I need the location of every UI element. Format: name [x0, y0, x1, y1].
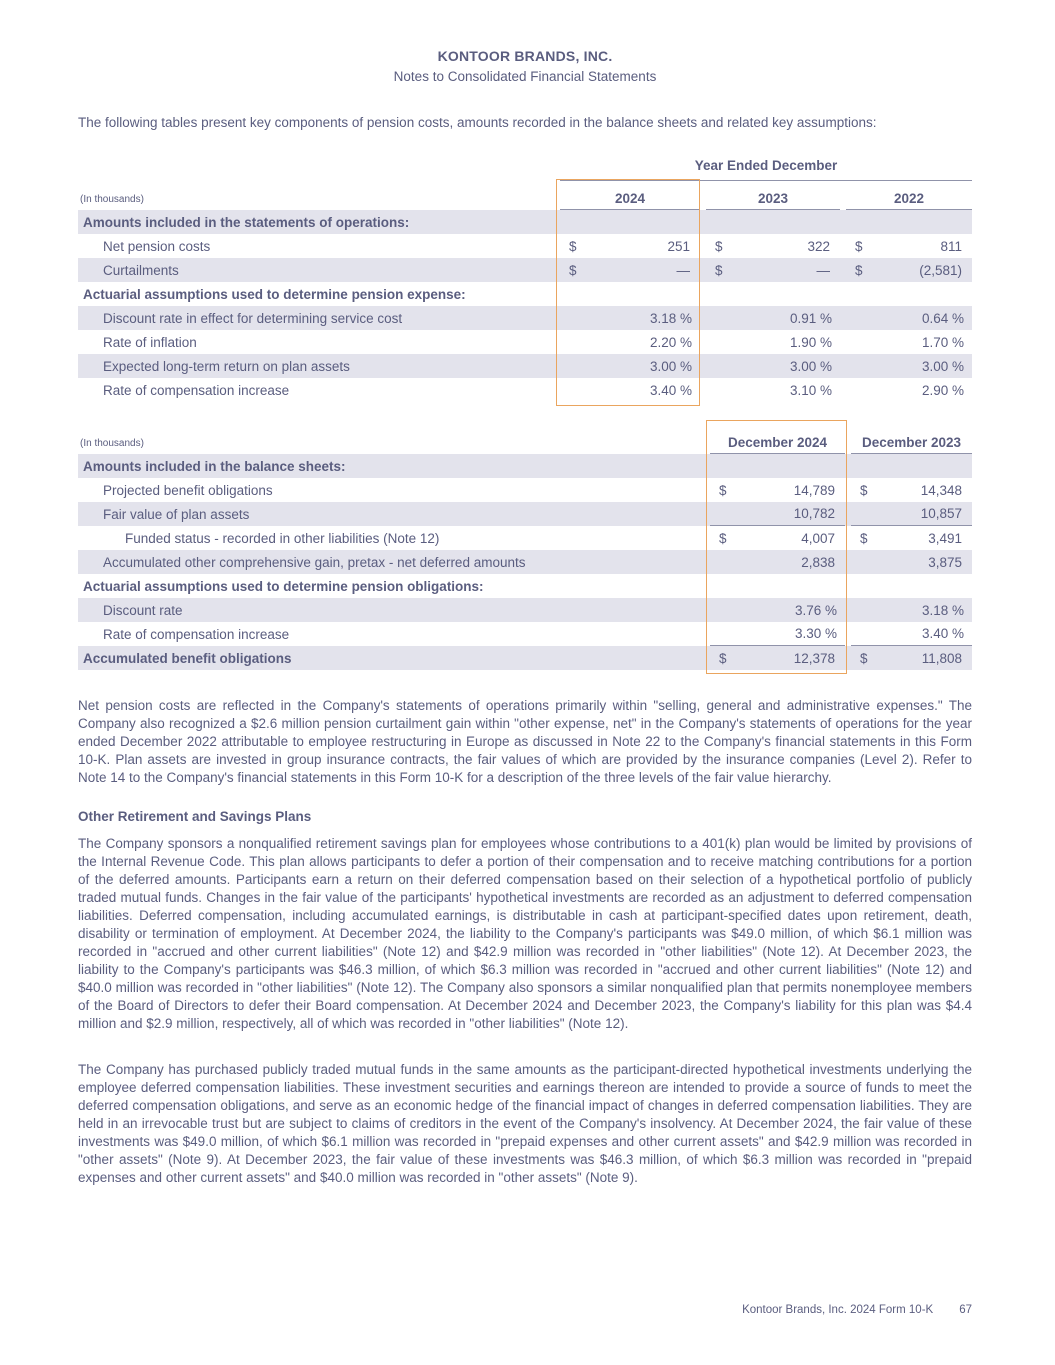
cell-value: —: [816, 262, 830, 278]
dollar-sign: $: [860, 482, 868, 498]
column-header-2022: 2022: [846, 191, 972, 210]
cell-value: 3.10 %: [789, 382, 832, 398]
page-number: 67: [959, 1304, 972, 1316]
cell-value: 1.90 %: [789, 334, 832, 350]
value-cell: [846, 210, 972, 234]
dollar-sign: $: [715, 262, 723, 278]
value-cell: [846, 306, 972, 330]
body-paragraph-3: The Company has purchased publicly traded mutual funds in the same amounts as the participant-directed hypothetical investments underlying the employee deferred compensation liabilities. These investment securities and earnings thereon are intended to provide a source of funds to meet the deferred compensation obligations, and serve as an economic hedge of the financial impact of changes in deferred compensation liabilities. They are held in an irrevocable trust but are subject to claims of creditors in the event of the Company's insolvency. At December 2024, the fair value of these investments was $49.0 million, of which $6.1 million was recorded in "prepaid expenses and other current assets" and $42.9 million was recorded in "other assets" (Note 9). At December 2023, the fair value of these investments was $46.3 million, of which $6.3 million was recorded in "prepaid expenses and other current assets" and $40.0 million was recorded in "other assets" (Note 9).: [78, 1062, 972, 1185]
intro-paragraph: The following tables present key components of pension costs, amounts recorded in the balance sheets and related key assumptions:: [78, 115, 877, 130]
value-cell: [851, 646, 972, 670]
value-cell: [710, 478, 845, 502]
dollar-sign: $: [719, 482, 727, 498]
cell-value: 811: [940, 238, 962, 254]
value-cell: [846, 378, 972, 402]
page-title: KONTOOR BRANDS, INC.: [437, 48, 613, 64]
dollar-sign: $: [569, 262, 577, 278]
row-label: Curtailments: [103, 262, 179, 278]
table-body: [78, 210, 972, 402]
table-row: [78, 550, 972, 574]
value-cell: [851, 454, 972, 478]
value-cell: [706, 210, 840, 234]
page-subtitle: Notes to Consolidated Financial Statements: [393, 69, 657, 84]
cell-value: 14,789: [793, 482, 835, 498]
section-heading: Other Retirement and Savings Plans: [78, 809, 312, 824]
row-label: Expected long-term return on plan assets: [103, 358, 350, 374]
row-label: Rate of compensation increase: [103, 626, 290, 642]
value-cell: [706, 258, 840, 282]
cell-value: 3.76 %: [794, 602, 837, 618]
value-cell: [560, 378, 700, 402]
table-row: [78, 502, 972, 526]
value-cell: [560, 306, 700, 330]
cell-value: 3.18 %: [649, 310, 692, 326]
dollar-sign: $: [719, 650, 727, 666]
value-cell: [560, 258, 700, 282]
value-cell: [846, 354, 972, 378]
value-cell: [706, 330, 840, 354]
row-label: Rate of inflation: [103, 334, 197, 350]
cell-value: 3.00 %: [649, 358, 692, 374]
value-cell: [560, 330, 700, 354]
row-label: Net pension costs: [103, 238, 211, 254]
table-row: [78, 526, 972, 550]
row-label: Fair value of plan assets: [103, 506, 250, 522]
table-row: [78, 330, 972, 354]
dollar-sign: $: [719, 530, 727, 546]
cell-value: 3.00 %: [789, 358, 832, 374]
table-row: [78, 234, 972, 258]
value-cell: [560, 282, 700, 306]
cell-value: 0.91 %: [789, 310, 832, 326]
dollar-sign: $: [855, 238, 863, 254]
table-row: [78, 454, 972, 478]
row-label: Discount rate in effect for determining service cost: [103, 310, 403, 326]
table-row: [78, 306, 972, 330]
value-cell: [710, 526, 845, 550]
value-cell: [851, 598, 972, 622]
in-thousands-label: (In thousands): [80, 438, 144, 449]
table-row: [78, 210, 972, 234]
table-row: [78, 598, 972, 622]
value-cell: [710, 646, 845, 670]
value-cell: [710, 502, 845, 526]
group-header: Year Ended December: [560, 158, 972, 181]
cell-value: 3,491: [928, 530, 962, 546]
value-cell: [706, 234, 840, 258]
cell-value: 3.00 %: [921, 358, 964, 374]
value-cell: [846, 234, 972, 258]
value-cell: [710, 550, 845, 574]
in-thousands-label: (In thousands): [80, 194, 144, 205]
table-row: [78, 282, 972, 306]
value-cell: [851, 478, 972, 502]
cell-value: 322: [807, 238, 830, 254]
row-label: Actuarial assumptions used to determine pension obligations:: [83, 578, 484, 594]
cell-value: 3.30 %: [794, 626, 837, 641]
value-cell: [710, 454, 845, 478]
row-label: Discount rate: [103, 602, 183, 618]
cell-value: (2,581): [919, 262, 962, 278]
body-paragraph-1: Net pension costs are reflected in the Company's statements of operations primarily within "selling, general and administrative expenses." The Company also recognized a $2.6 million pension curtailment gain within "other expense, net" in the Company's statements of operations for the year ended December 2022 attributable to employee restructuring in Europe as discussed in Note 22 to the Company's financial statements in this Form 10-K. Plan assets are invested in group insurance contracts, the fair values of which are provided by the insurance companies (Level 2). Refer to Note 14 to the Company's financial statements in this Form 10-K for a description of the three levels of the fair value hierarchy.: [78, 698, 972, 785]
value-cell: [560, 210, 700, 234]
value-cell: [851, 502, 972, 526]
cell-value: 12,378: [793, 650, 835, 666]
value-cell: [851, 550, 972, 574]
value-cell: [706, 378, 840, 402]
table-row: [78, 574, 972, 598]
row-label: Amounts included in the statements of operations:: [83, 214, 410, 230]
row-label: Funded status - recorded in other liabilities (Note 12): [125, 530, 440, 546]
cell-value: 1.70 %: [921, 334, 964, 350]
value-cell: [851, 574, 972, 598]
value-cell: [851, 622, 972, 646]
table-row: [78, 622, 972, 646]
column-header-december-2023: December 2023: [851, 435, 972, 454]
cell-value: 251: [667, 238, 690, 254]
cell-value: 2,838: [801, 554, 835, 570]
value-cell: [706, 306, 840, 330]
value-cell: [710, 574, 845, 598]
value-cell: [706, 282, 840, 306]
cell-value: 10,857: [920, 506, 962, 521]
cell-value: 2.20 %: [649, 334, 692, 350]
table-column-header-row: [78, 180, 972, 210]
table-row: [78, 354, 972, 378]
row-label: Accumulated benefit obligations: [83, 650, 292, 666]
row-label: Projected benefit obligations: [103, 482, 273, 498]
dollar-sign: $: [860, 530, 868, 546]
row-label: Actuarial assumptions used to determine pension expense:: [83, 286, 466, 302]
column-header-2024: 2024: [560, 191, 700, 210]
dollar-sign: $: [715, 238, 723, 254]
table-row: [78, 478, 972, 502]
cell-value: 14,348: [920, 482, 962, 498]
cell-value: 0.64 %: [921, 310, 964, 326]
table-row: [78, 378, 972, 402]
value-cell: [560, 234, 700, 258]
pension-costs-table: [78, 158, 972, 402]
value-cell: [560, 354, 700, 378]
row-label: Amounts included in the balance sheets:: [83, 458, 346, 474]
table-body: [78, 454, 972, 670]
dollar-sign: $: [855, 262, 863, 278]
value-cell: [846, 330, 972, 354]
value-cell: [851, 526, 972, 550]
dollar-sign: $: [569, 238, 577, 254]
table-column-header-row: [78, 424, 972, 454]
cell-value: 3.40 %: [649, 382, 692, 398]
page-footer: [78, 1304, 972, 1316]
body-paragraph-2: The Company sponsors a nonqualified retirement savings plan for employees whose contributions to a 401(k) plan would be limited by provisions of the Internal Revenue Code. This plan allows participants to defer a portion of their compensation and to receive matching contributions for a portion of the deferred amounts. Participants earn a return on their deferred compensation based on their selection of a hypothetical portfolio of publicly traded mutual funds. Changes in the fair value of the participants' hypothetical investments are recorded as an adjustment to deferred compensation liabilities. Deferred compensation, including accumulated earnings, is distributable in cash at participant-specified dates upon retirement, death, disability or termination of employment. At December 2024, the liability to the Company's participants was $49.0 million, of which $6.1 million was recorded in "accrued and other current liabilities" (Note 12) and $42.9 million was recorded in "other liabilities" (Note 12). At December 2023, the liability to the Company's participants was $46.3 million, of which $6.3 million was recorded in "accrued and other current liabilities" (Note 12) and $40.0 million was recorded in "other liabilities" (Note 12). The Company also sponsors a similar nonqualified plan that permits nonemployee members of the Board of Directors to defer their Board compensation. At December 2024 and December 2023, the Company's liability for this plan was $4.4 million and $2.9 million, respectively, all of which was recorded in "other liabilities" (Note 12).: [78, 836, 972, 1031]
cell-value: 11,808: [921, 650, 962, 666]
value-cell: [846, 258, 972, 282]
value-cell: [710, 622, 845, 646]
cell-value: 4,007: [801, 530, 835, 546]
column-header-2023: 2023: [706, 191, 840, 210]
cell-value: 10,782: [793, 506, 835, 521]
table-row: [78, 646, 972, 670]
row-label: Rate of compensation increase: [103, 382, 290, 398]
value-cell: [706, 354, 840, 378]
footer-text: Kontoor Brands, Inc. 2024 Form 10-K: [742, 1304, 934, 1316]
cell-value: 3,875: [928, 554, 962, 570]
value-cell: [710, 598, 845, 622]
balance-sheet-table: [78, 424, 972, 670]
cell-value: 3.40 %: [921, 626, 964, 641]
row-label: Accumulated other comprehensive gain, pretax - net deferred amounts: [103, 554, 526, 570]
value-cell: [846, 282, 972, 306]
cell-value: 2.90 %: [921, 382, 964, 398]
column-header-december-2024: December 2024: [710, 435, 845, 454]
table-row: [78, 258, 972, 282]
cell-value: —: [676, 262, 690, 278]
table-group-header-row: [78, 158, 972, 180]
dollar-sign: $: [860, 650, 868, 666]
cell-value: 3.18 %: [921, 602, 964, 618]
